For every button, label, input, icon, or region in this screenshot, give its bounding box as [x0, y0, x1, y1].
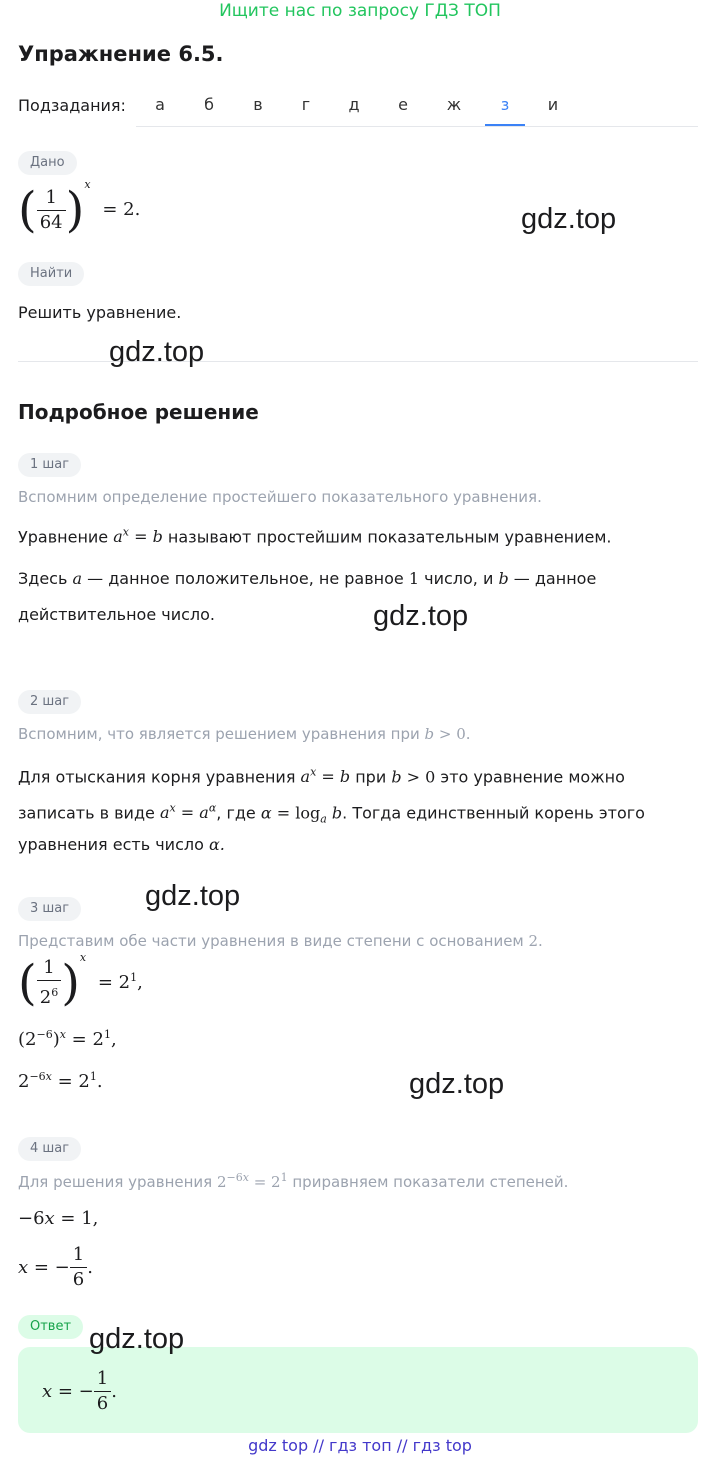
tab-v[interactable]: в: [253, 95, 263, 114]
step4-eq2: x = − $\frac{1}{6}$ .: [18, 1244, 93, 1290]
step3-hint-a: Представим обе части уравнения в виде степени с основанием: [18, 932, 529, 950]
step2-line3: уравнения есть число α.: [18, 835, 225, 854]
find-pill: Найти: [18, 262, 84, 286]
step1-line3: действительное число.: [18, 605, 215, 624]
watermark: gdz.top: [373, 600, 469, 632]
step4-eq1: −6x = 1,: [18, 1208, 99, 1229]
step3-eq1: ( $\frac{1}{2^6}$ )$^x = 2^1$,: [18, 951, 143, 1011]
step2-line1-c: это уравнение можно: [435, 767, 625, 787]
given-rhs: = 2.: [102, 199, 141, 220]
answer-equation: x = − $\frac{1}{6}$ .: [42, 1368, 117, 1414]
step1-line1-b: называют простейшим показательным уравнением.: [162, 527, 612, 547]
subtasks-label: Подзадания:: [18, 96, 126, 115]
step2-line1-a: Для отыскания корня уравнения: [18, 767, 301, 787]
step2-line3-a: уравнения есть число: [18, 835, 209, 854]
tab-zh[interactable]: ж: [446, 95, 462, 114]
step1-line2-c: число, и: [419, 569, 499, 588]
tab-g[interactable]: г: [301, 95, 311, 114]
tab-z[interactable]: з: [485, 86, 525, 126]
given-denominator: 64: [39, 211, 63, 233]
step2-line1: Для отыскания корня уравнения $a^x = b$ при b > 0 это уравнение можно: [18, 766, 625, 787]
step2-line2-b: , где: [216, 803, 261, 823]
watermark: gdz.top: [89, 1323, 185, 1355]
given-equation: ( $\frac{1}{64}$ )$^x$ = 2.: [18, 178, 141, 238]
step3-eq2: $(2^{-6})^x = 2^1$,: [18, 1028, 117, 1050]
given-numerator: 1: [37, 186, 66, 211]
subtask-tabs: [136, 86, 698, 127]
watermark: gdz.top: [145, 880, 241, 912]
step4-hint-b: приравняем показатели степеней.: [287, 1173, 569, 1191]
tab-i[interactable]: и: [547, 95, 559, 114]
tab-e[interactable]: е: [398, 95, 408, 114]
step2-hint: Вспомним, что является решением уравнения при b > 0.: [18, 725, 471, 743]
step1-line2-a: Здесь: [18, 569, 73, 588]
step1-line2-b: — данное положительное, не равное: [82, 569, 409, 588]
step4-hint-a: Для решения уравнения: [18, 1173, 217, 1191]
step3-hint: [18, 932, 543, 950]
solution-heading: Подробное решение: [18, 400, 259, 424]
watermark: gdz.top: [109, 336, 205, 368]
step1-line1-a: Уравнение: [18, 527, 114, 547]
tab-a[interactable]: а: [155, 95, 165, 114]
page-title: Упражнение 6.5.: [18, 42, 224, 66]
find-text: Решить уравнение.: [18, 303, 182, 322]
step3-eq3: $2^{-6x} = 2^1$.: [18, 1070, 103, 1092]
step2-hint-a: Вспомним, что является решением уравнения при: [18, 725, 425, 743]
step4-hint: Для решения уравнения $2^{-6x} = 2^1$ приравняем показатели степеней.: [18, 1171, 569, 1191]
step2-pill: 2 шаг: [18, 690, 81, 714]
given-exponent: x: [84, 178, 91, 191]
step3-pill: 3 шаг: [18, 897, 81, 921]
step1-hint: Вспомним определение простейшего показательного уравнения.: [18, 488, 542, 506]
step2-line2: записать в виде $a^x = a^\alpha$, где $\alpha = \log_a b$. Тогда единственный корень этого: [18, 802, 645, 826]
step4-pill: 4 шаг: [18, 1137, 81, 1161]
step2-line2-c: . Тогда единственный корень этого: [342, 803, 645, 823]
step2-line2-a: записать в виде: [18, 803, 160, 823]
search-banner: Ищите нас по запросу ГДЗ ТОП: [219, 1, 501, 21]
watermark: gdz.top: [409, 1068, 505, 1100]
tab-b[interactable]: б: [204, 95, 214, 114]
step3-hint-b: 2.: [528, 932, 543, 950]
answer-box: [18, 1347, 698, 1433]
step1-line2: Здесь a — данное положительное, не равное 1 число, и b — данное: [18, 569, 597, 588]
step1-line2-d: — данное: [508, 569, 597, 588]
tab-d[interactable]: д: [348, 95, 360, 114]
step1-pill: 1 шаг: [18, 453, 81, 477]
footer-links[interactable]: gdz top // гдз топ // гдз top: [248, 1436, 472, 1455]
answer-pill: Ответ: [18, 1315, 83, 1339]
given-pill: Дано: [18, 151, 77, 175]
watermark: gdz.top: [521, 203, 617, 235]
step2-line1-b: при: [350, 767, 392, 787]
step1-line1: Уравнение $a^x = b$ называют простейшим показательным уравнением.: [18, 526, 612, 547]
